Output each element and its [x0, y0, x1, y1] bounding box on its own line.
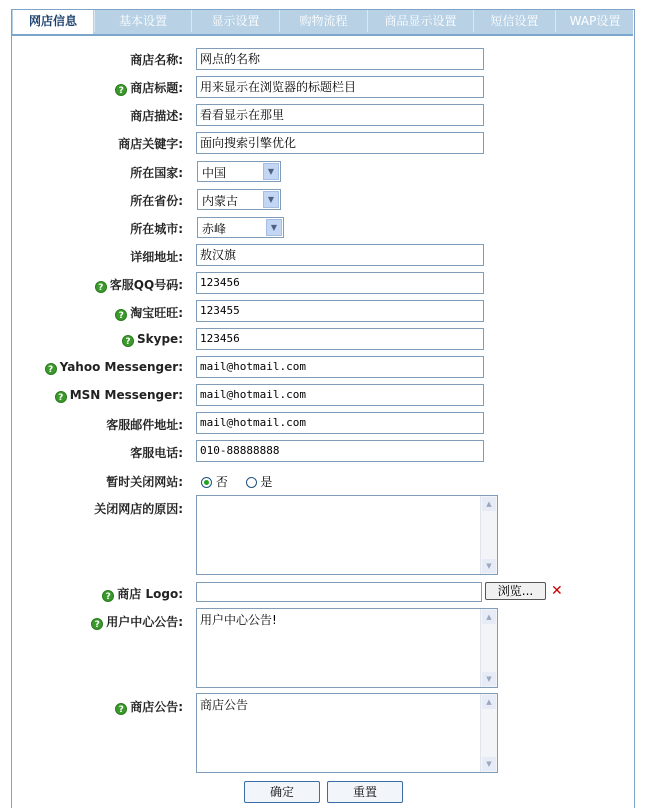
shop-title-input[interactable]: 用来显示在浏览器的标题栏目	[196, 76, 484, 98]
scroll-up-icon[interactable]: ▲	[482, 695, 496, 709]
shop-closed-yes-radio[interactable]	[246, 477, 257, 488]
shop-keywords-input[interactable]: 面向搜索引擎优化	[196, 132, 484, 154]
city-value: 赤峰	[202, 222, 227, 236]
tab-bar	[12, 10, 633, 36]
help-icon[interactable]: ?	[122, 335, 134, 347]
skype-label: ? Skype:	[122, 332, 183, 347]
tab-basic-settings[interactable]: 基本设置	[94, 10, 191, 32]
user-notice-label: ? 用户中心公告:	[91, 613, 183, 630]
wangwang-input[interactable]: 123455	[196, 300, 484, 322]
tab-sms-settings[interactable]: 短信设置	[473, 10, 555, 32]
tab-goods-display[interactable]: 商品显示设置	[367, 10, 473, 32]
shop-desc-input[interactable]: 看看显示在那里	[196, 104, 484, 126]
chevron-down-icon[interactable]: ▼	[266, 219, 282, 236]
country-select[interactable]	[197, 161, 281, 182]
service-email-input[interactable]: mail@hotmail.com	[196, 412, 484, 434]
help-icon[interactable]: ?	[55, 391, 67, 403]
shop-closed-no-label: 否	[215, 475, 228, 489]
close-reason-label: 关闭网店的原因:	[94, 502, 183, 516]
service-phone-input[interactable]: 010-88888888	[196, 440, 484, 462]
province-select[interactable]	[197, 189, 281, 210]
logo-label: ? 商店 Logo:	[102, 585, 183, 602]
scrollbar[interactable]	[480, 496, 497, 574]
help-icon[interactable]: ?	[115, 84, 127, 96]
city-select[interactable]	[197, 217, 284, 238]
help-icon[interactable]: ?	[115, 309, 127, 321]
settings-panel	[11, 9, 635, 808]
scroll-down-icon[interactable]: ▼	[482, 559, 496, 573]
yahoo-label: ? Yahoo Messenger:	[45, 360, 183, 375]
chevron-down-icon[interactable]: ▼	[263, 191, 279, 208]
province-value: 内蒙古	[202, 194, 239, 208]
skype-input[interactable]: 123456	[196, 328, 484, 350]
scroll-down-icon[interactable]: ▼	[482, 757, 496, 771]
address-label: 详细地址:	[130, 250, 183, 264]
city-label: 所在城市:	[130, 222, 183, 236]
scrollbar[interactable]	[480, 694, 497, 772]
delete-icon[interactable]: ✕	[551, 583, 563, 599]
chevron-down-icon[interactable]: ▼	[263, 163, 279, 180]
reset-button[interactable]: 重置	[327, 781, 403, 803]
shop-notice-label: ? 商店公告:	[115, 698, 183, 715]
user-notice-textarea[interactable]	[196, 608, 498, 688]
scrollbar[interactable]	[480, 609, 497, 687]
qq-label: ? 客服QQ号码:	[95, 276, 183, 293]
shop-notice-value: 商店公告	[200, 698, 249, 712]
tab-display-settings[interactable]: 显示设置	[191, 10, 279, 32]
address-input[interactable]: 敖汉旗	[196, 244, 484, 266]
user-notice-value: 用户中心公告!	[200, 613, 277, 627]
shop-closed-no-radio[interactable]	[201, 477, 212, 488]
shop-closed-yes-label: 是	[260, 475, 273, 489]
msn-input[interactable]: mail@hotmail.com	[196, 384, 484, 406]
shop-desc-label: 商店描述:	[130, 109, 183, 123]
shop-title-label: ? 商店标题:	[115, 79, 183, 96]
country-value: 中国	[202, 166, 227, 180]
help-icon[interactable]: ?	[115, 703, 127, 715]
help-icon[interactable]: ?	[102, 590, 114, 602]
help-icon[interactable]: ?	[91, 618, 103, 630]
help-icon[interactable]: ?	[45, 363, 57, 375]
shop-closed-radio-group	[201, 473, 272, 490]
logo-file-input[interactable]	[196, 582, 482, 602]
help-icon[interactable]: ?	[95, 281, 107, 293]
province-label: 所在省份:	[130, 194, 183, 208]
scroll-up-icon[interactable]: ▲	[482, 497, 496, 511]
service-phone-label: 客服电话:	[130, 446, 183, 460]
qq-input[interactable]: 123456	[196, 272, 484, 294]
close-reason-textarea[interactable]	[196, 495, 498, 575]
scroll-down-icon[interactable]: ▼	[482, 672, 496, 686]
tab-shop-info[interactable]: 网店信息	[13, 10, 93, 34]
submit-button[interactable]: 确定	[244, 781, 320, 803]
tab-wap-settings[interactable]: WAP设置	[555, 10, 634, 32]
tab-shopping-flow[interactable]: 购物流程	[279, 10, 367, 32]
msn-label: ? MSN Messenger:	[55, 388, 183, 403]
shop-notice-textarea[interactable]	[196, 693, 498, 773]
scroll-up-icon[interactable]: ▲	[482, 610, 496, 624]
shop-closed-label: 暂时关闭网站:	[106, 475, 183, 489]
shop-keywords-label: 商店关键字:	[118, 137, 183, 151]
service-email-label: 客服邮件地址:	[106, 418, 183, 432]
shop-name-label: 商店名称:	[130, 53, 183, 67]
yahoo-input[interactable]: mail@hotmail.com	[196, 356, 484, 378]
country-label: 所在国家:	[130, 166, 183, 180]
shop-name-input[interactable]: 网点的名称	[196, 48, 484, 70]
browse-button[interactable]: 浏览...	[485, 582, 546, 600]
wangwang-label: ? 淘宝旺旺:	[115, 304, 183, 321]
